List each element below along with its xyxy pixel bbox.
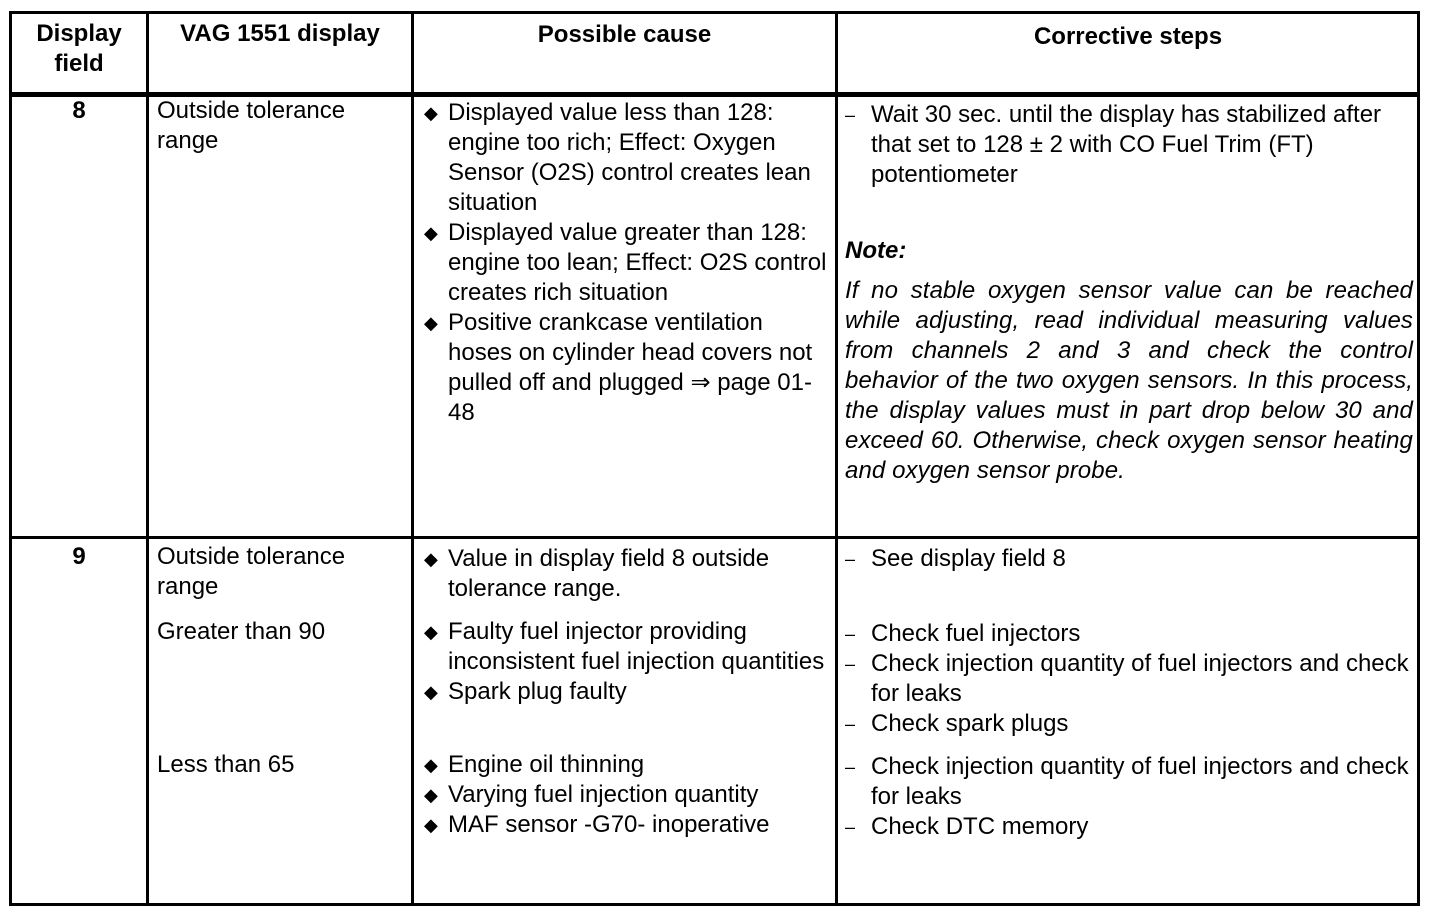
cause-item: ◆ Value in display field 8 outside tolerance range. xyxy=(424,545,770,602)
bullet-icon: ◆ xyxy=(424,223,438,243)
row9-causes-1 xyxy=(422,544,832,604)
row9-steps-2 xyxy=(841,619,1413,739)
step-item: – Check injection quantity of fuel injectors and check for leaks xyxy=(841,649,1413,709)
row8-steps xyxy=(841,100,1413,486)
dash-icon: – xyxy=(845,549,856,569)
cause-item: ◆ Varying fuel injection quantity xyxy=(424,781,759,808)
bullet-icon: ◆ xyxy=(424,755,438,775)
header-vag-display: VAG 1551 display xyxy=(180,20,380,47)
bullet-icon: ◆ xyxy=(424,103,438,123)
dash-icon: – xyxy=(845,817,856,837)
cause-item: ◆ Positive crankcase ventilation hoses on cylinder head covers not pulled off and plugged ⇒ page 01-48 xyxy=(424,309,813,426)
row9-steps-3 xyxy=(841,752,1413,842)
column-divider xyxy=(411,14,414,903)
step-item: – Check spark plugs xyxy=(841,709,1413,739)
note-text: If no stable oxygen sensor value can be reached while adjusting, read individual measuring values from channels 2 and 3 and check the control behavior of the two oxygen sensors. In this process, the display values must in part drop below 30 and exceed 60. Otherwise, check oxygen sensor heating and oxygen sensor probe. xyxy=(845,277,1413,484)
row9-causes-3 xyxy=(422,750,832,840)
bullet-icon: ◆ xyxy=(424,815,438,835)
dash-icon: – xyxy=(845,105,856,125)
row-divider xyxy=(12,536,1417,539)
column-divider xyxy=(146,14,149,903)
header-display-field: Display field xyxy=(36,20,122,77)
row9-field: 9 xyxy=(72,543,86,570)
bullet-icon: ◆ xyxy=(424,313,438,333)
column-divider xyxy=(835,14,838,903)
cause-item: ◆ Displayed value less than 128: engine too rich; Effect: Oxygen Sensor (O2S) control creates lean situation xyxy=(424,99,811,216)
row9-display-1: Outside tolerance range xyxy=(157,543,346,600)
row8-causes xyxy=(422,98,832,428)
note-heading: Note: xyxy=(845,237,907,264)
bullet-icon: ◆ xyxy=(424,549,438,569)
dash-icon: – xyxy=(845,654,856,674)
bullet-icon: ◆ xyxy=(424,682,438,702)
row9-steps-1 xyxy=(841,544,1413,574)
row9-causes-2 xyxy=(422,617,832,707)
cause-item: ◆ Spark plug faulty xyxy=(424,678,627,705)
cause-item: ◆ Engine oil thinning xyxy=(424,751,645,778)
cause-item: ◆ Faulty fuel injector providing inconsistent fuel injection quantities xyxy=(424,618,825,675)
row8-field: 8 xyxy=(72,97,86,124)
step-item: – Check DTC memory xyxy=(841,812,1413,842)
step-item: – Check fuel injectors xyxy=(841,619,1413,649)
bullet-icon: ◆ xyxy=(424,785,438,805)
bullet-icon: ◆ xyxy=(424,622,438,642)
row9-display-3: Less than 65 xyxy=(157,751,295,778)
step-item: – Check injection quantity of fuel injectors and check for leaks xyxy=(841,752,1413,812)
step-item: – Wait 30 sec. until the display has stabilized after that set to 128 ± 2 with CO Fuel Trim (FT) potentiometer xyxy=(841,100,1413,190)
dash-icon: – xyxy=(845,714,856,734)
row8-display: Outside tolerance range xyxy=(157,97,346,154)
dash-icon: – xyxy=(845,624,856,644)
dash-icon: – xyxy=(845,757,856,777)
cause-item: ◆ Displayed value greater than 128: engine too lean; Effect: O2S control creates rich situation xyxy=(424,219,827,306)
row9-display-2: Greater than 90 xyxy=(157,618,326,645)
diagnostic-table xyxy=(9,11,1420,906)
cause-item: ◆ MAF sensor -G70- inoperative xyxy=(424,811,770,838)
header-corrective-steps: Corrective steps xyxy=(1033,23,1223,50)
step-item: – See display field 8 xyxy=(841,544,1413,574)
header-possible-cause: Possible cause xyxy=(537,21,712,48)
